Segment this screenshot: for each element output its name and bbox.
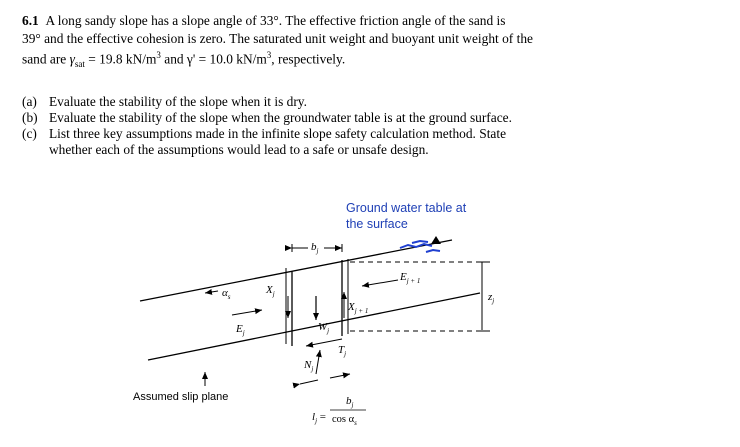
tj-label: $T_j$ bbox=[338, 344, 347, 358]
wj-label: $W_j$ bbox=[318, 321, 330, 335]
gwt-label-2: the surface bbox=[346, 217, 408, 231]
part-c-continuation: whether each of the assumptions would lead to a safe or unsafe design. bbox=[49, 142, 429, 157]
problem-text-3d: , respectively. bbox=[271, 51, 346, 67]
water-table-triangle bbox=[431, 236, 441, 244]
slip-plane-label: Assumed slip plane bbox=[133, 391, 229, 403]
cube-superscript-1: 3 bbox=[156, 50, 161, 60]
part-a-text: Evaluate the stability of the slope when it is dry. bbox=[49, 94, 307, 109]
gamma-sat-symbol: γ bbox=[69, 51, 75, 67]
frac-numerator: $b_j$ bbox=[346, 395, 354, 409]
problem-text-3b: = 19.8 kN/m bbox=[84, 51, 157, 67]
cube-superscript-2: 3 bbox=[266, 50, 272, 60]
ej-label: $E_j$ bbox=[236, 323, 245, 337]
lj-dimension bbox=[300, 374, 350, 384]
lj-label: $l_j$ = bbox=[312, 411, 326, 425]
part-b-label: (b) bbox=[22, 110, 38, 125]
ej1-label: $E_{j + 1}$ bbox=[400, 271, 421, 285]
problem-number: 6.1 bbox=[22, 13, 39, 28]
nj-label: $N_j$ bbox=[304, 359, 314, 373]
slip-plane-line bbox=[148, 293, 480, 360]
part-c-label: (c) bbox=[22, 126, 37, 141]
zj-label: $z_j$ bbox=[488, 291, 495, 305]
bj-label: $b_j$ bbox=[311, 241, 319, 255]
part-a-label: (a) bbox=[22, 94, 37, 109]
problem-text-1: A long sandy slope has a slope angle of 33°. The effective friction angle of the sand is bbox=[45, 13, 506, 28]
problem-text-3c: and γ' = 10.0 kN/m bbox=[160, 51, 267, 67]
problem-text-3a: sand are bbox=[22, 51, 70, 67]
xj1-label: $X_{j + 1}$ bbox=[348, 301, 369, 315]
problem-line-2: 39° and the effective cohesion is zero. The saturated unit weight and buoyant unit weight of the bbox=[22, 30, 533, 46]
gamma-sat-subscript: sat bbox=[74, 59, 85, 70]
frac-denominator: $\cos \alpha_s$ bbox=[332, 414, 357, 427]
part-c-text: List three key assumptions made in the infinite slope safety calculation method. State bbox=[49, 126, 507, 141]
part-b-text: Evaluate the stability of the slope when the groundwater table is at the ground surface. bbox=[49, 110, 512, 125]
alpha-label: $\alpha_s$ bbox=[222, 287, 231, 301]
gwt-label-1: Ground water table at bbox=[346, 201, 467, 215]
xj-label: $X_j$ bbox=[266, 284, 275, 298]
